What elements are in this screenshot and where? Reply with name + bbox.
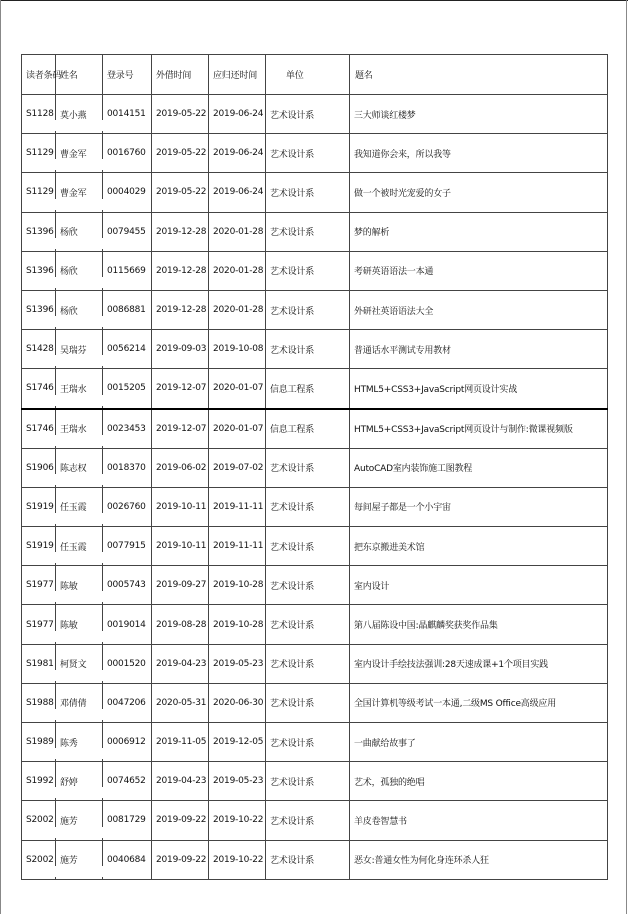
reader-code-cell: S1977 — [22, 566, 56, 605]
reader-code-cell: S1428 — [22, 330, 56, 369]
due-date-cell: 2019-11-11 — [209, 487, 266, 526]
unit-cell: 信息工程系 — [266, 409, 350, 449]
due-date-cell: 2019-12-05 — [209, 723, 266, 762]
table-row — [22, 409, 608, 449]
unit-cell: 艺术设计系 — [266, 762, 350, 801]
title-cell: 室内设计 — [350, 566, 608, 605]
name-cell: 柯贤文 — [56, 644, 103, 683]
loan-records-table — [21, 54, 608, 880]
title-cell: 我知道你会来，所以我等 — [350, 134, 608, 173]
title-cell: 梦的解析 — [350, 212, 608, 251]
name-cell: 莫小燕 — [56, 95, 103, 134]
registration-number-cell: 0115669 — [103, 251, 152, 290]
unit-cell: 艺术设计系 — [266, 527, 350, 566]
reader-code-cell: S1992 — [22, 762, 56, 801]
checkout-date-cell: 2019-10-11 — [152, 527, 209, 566]
name-cell: 王瑞水 — [56, 369, 103, 409]
registration-number-cell: 0040684 — [103, 840, 152, 879]
checkout-date-cell: 2019-05-22 — [152, 95, 209, 134]
title-cell: 做一个被时光宠爱的女子 — [350, 173, 608, 212]
unit-cell: 艺术设计系 — [266, 566, 350, 605]
registration-number-cell: 0077915 — [103, 527, 152, 566]
name-cell: 陈敏 — [56, 605, 103, 644]
table-body — [22, 95, 608, 880]
reader-code-cell: S1396 — [22, 251, 56, 290]
reader-code-cell: S1129 — [22, 134, 56, 173]
checkout-date-cell: 2019-05-22 — [152, 134, 209, 173]
checkout-date-cell: 2019-12-28 — [152, 251, 209, 290]
title-cell: 一曲献给故事了 — [350, 723, 608, 762]
unit-cell: 艺术设计系 — [266, 448, 350, 487]
registration-number-cell: 0056214 — [103, 330, 152, 369]
unit-cell: 艺术设计系 — [266, 644, 350, 683]
checkout-date-cell: 2019-09-22 — [152, 801, 209, 840]
due-date-cell: 2019-10-28 — [209, 566, 266, 605]
registration-number-cell: 0023453 — [103, 409, 152, 449]
registration-number-cell: 0001520 — [103, 644, 152, 683]
reader-code-cell: S1989 — [22, 723, 56, 762]
name-cell: 施芳 — [56, 840, 103, 879]
table-row — [22, 605, 608, 644]
unit-cell: 艺术设计系 — [266, 134, 350, 173]
unit-cell: 艺术设计系 — [266, 801, 350, 840]
name-cell: 杨欣 — [56, 251, 103, 290]
checkout-date-cell: 2020-05-31 — [152, 683, 209, 722]
title-cell: 普通话水平测试专用教材 — [350, 330, 608, 369]
name-cell: 陈敏 — [56, 566, 103, 605]
registration-number-cell: 0014151 — [103, 95, 152, 134]
reader-code-cell: S1906 — [22, 448, 56, 487]
reader-code-cell: S1977 — [22, 605, 56, 644]
due-date-cell: 2019-07-02 — [209, 448, 266, 487]
name-cell: 陈秀 — [56, 723, 103, 762]
registration-number-cell: 0074652 — [103, 762, 152, 801]
table-row — [22, 801, 608, 840]
reader-code-cell: S1919 — [22, 527, 56, 566]
unit-cell: 艺术设计系 — [266, 173, 350, 212]
title-cell: 三大师谈红楼梦 — [350, 95, 608, 134]
checkout-date-cell: 2019-12-28 — [152, 290, 209, 329]
unit-cell: 艺术设计系 — [266, 212, 350, 251]
title-cell: 每间屋子都是一个小宇宙 — [350, 487, 608, 526]
reader-code-cell: S2002 — [22, 801, 56, 840]
header-due-date: 应归还时间 — [209, 55, 266, 95]
name-cell: 舒婷 — [56, 762, 103, 801]
table-row — [22, 173, 608, 212]
unit-cell: 艺术设计系 — [266, 605, 350, 644]
due-date-cell: 2019-10-28 — [209, 605, 266, 644]
reader-code-cell: S1396 — [22, 212, 56, 251]
reader-code-cell: S1919 — [22, 487, 56, 526]
header-checkout-date: 外借时间 — [152, 55, 209, 95]
title-cell: 室内设计手绘技法强训:28天速成课+1个项目实践 — [350, 644, 608, 683]
due-date-cell: 2019-10-08 — [209, 330, 266, 369]
reader-code-cell: S1396 — [22, 290, 56, 329]
header-title: 题名 — [350, 55, 608, 95]
title-cell: 全国计算机等级考试一本通,二级MS Office高级应用 — [350, 683, 608, 722]
table-row — [22, 212, 608, 251]
reader-code-cell: S1128 — [22, 95, 56, 134]
due-date-cell: 2020-06-30 — [209, 683, 266, 722]
table-row — [22, 840, 608, 879]
checkout-date-cell: 2019-08-28 — [152, 605, 209, 644]
reader-code-cell: S1129 — [22, 173, 56, 212]
header-registration-number: 登录号 — [103, 55, 152, 95]
checkout-date-cell: 2019-09-27 — [152, 566, 209, 605]
table-row — [22, 369, 608, 409]
title-cell: 羊皮卷智慧书 — [350, 801, 608, 840]
unit-cell: 艺术设计系 — [266, 330, 350, 369]
unit-cell: 艺术设计系 — [266, 290, 350, 329]
table-row — [22, 566, 608, 605]
checkout-date-cell: 2019-06-02 — [152, 448, 209, 487]
due-date-cell: 2020-01-07 — [209, 409, 266, 449]
checkout-date-cell: 2019-12-07 — [152, 409, 209, 449]
registration-number-cell: 0004029 — [103, 173, 152, 212]
checkout-date-cell: 2019-04-23 — [152, 762, 209, 801]
name-cell: 杨欣 — [56, 212, 103, 251]
reader-code-cell: S1981 — [22, 644, 56, 683]
due-date-cell: 2019-05-23 — [209, 644, 266, 683]
reader-code-cell: S1746 — [22, 369, 56, 409]
due-date-cell: 2020-01-07 — [209, 369, 266, 409]
name-cell: 任玉霞 — [56, 527, 103, 566]
name-cell: 吴瑞芬 — [56, 330, 103, 369]
unit-cell: 艺术设计系 — [266, 683, 350, 722]
title-cell: 考研英语语法一本通 — [350, 251, 608, 290]
name-cell: 王瑞水 — [56, 409, 103, 449]
header-row — [22, 55, 608, 95]
title-cell: 第八届陈设中国:晶麒麟奖获奖作品集 — [350, 605, 608, 644]
name-cell: 杨欣 — [56, 290, 103, 329]
registration-number-cell: 0081729 — [103, 801, 152, 840]
reader-code-cell: S1988 — [22, 683, 56, 722]
registration-number-cell: 0015205 — [103, 369, 152, 409]
due-date-cell: 2019-06-24 — [209, 173, 266, 212]
header-unit: 单位 — [266, 55, 350, 95]
title-cell: HTML5+CSS3+JavaScript网页设计实战 — [350, 369, 608, 409]
checkout-date-cell: 2019-09-22 — [152, 840, 209, 879]
unit-cell: 艺术设计系 — [266, 95, 350, 134]
registration-number-cell: 0026760 — [103, 487, 152, 526]
title-cell: HTML5+CSS3+JavaScript网页设计与制作:微课视频版 — [350, 409, 608, 449]
checkout-date-cell: 2019-04-23 — [152, 644, 209, 683]
checkout-date-cell: 2019-12-28 — [152, 212, 209, 251]
checkout-date-cell: 2019-11-05 — [152, 723, 209, 762]
name-cell: 邓倩倩 — [56, 683, 103, 722]
table-row — [22, 448, 608, 487]
reader-code-cell: S2002 — [22, 840, 56, 879]
name-cell: 曹金军 — [56, 173, 103, 212]
table-row — [22, 330, 608, 369]
registration-number-cell: 0079455 — [103, 212, 152, 251]
unit-cell: 艺术设计系 — [266, 840, 350, 879]
unit-cell: 艺术设计系 — [266, 487, 350, 526]
table-row — [22, 762, 608, 801]
table-row — [22, 95, 608, 134]
title-cell: 外研社英语语法大全 — [350, 290, 608, 329]
table-row — [22, 683, 608, 722]
title-cell: 恶女:普通女性为何化身连环杀人狂 — [350, 840, 608, 879]
unit-cell: 艺术设计系 — [266, 251, 350, 290]
table-row — [22, 251, 608, 290]
table-row — [22, 134, 608, 173]
title-cell: 艺术，孤独的绝唱 — [350, 762, 608, 801]
reader-code-cell: S1746 — [22, 409, 56, 449]
due-date-cell: 2020-01-28 — [209, 212, 266, 251]
due-date-cell: 2019-10-22 — [209, 801, 266, 840]
due-date-cell: 2019-05-23 — [209, 762, 266, 801]
due-date-cell: 2020-01-28 — [209, 251, 266, 290]
unit-cell: 信息工程系 — [266, 369, 350, 409]
name-cell: 曹金军 — [56, 134, 103, 173]
table-row — [22, 527, 608, 566]
checkout-date-cell: 2019-09-03 — [152, 330, 209, 369]
header-name: 姓名 — [56, 55, 103, 95]
registration-number-cell: 0006912 — [103, 723, 152, 762]
due-date-cell: 2019-10-22 — [209, 840, 266, 879]
registration-number-cell: 0047206 — [103, 683, 152, 722]
name-cell: 任玉霞 — [56, 487, 103, 526]
table-row — [22, 487, 608, 526]
due-date-cell: 2019-06-24 — [209, 95, 266, 134]
table-row — [22, 290, 608, 329]
page-right-border — [626, 0, 627, 914]
page-left-border — [0, 0, 1, 914]
page-top-border — [0, 0, 628, 1]
title-cell: 把东京搬进美术馆 — [350, 527, 608, 566]
registration-number-cell: 0086881 — [103, 290, 152, 329]
checkout-date-cell: 2019-05-22 — [152, 173, 209, 212]
name-cell: 施芳 — [56, 801, 103, 840]
due-date-cell: 2019-11-11 — [209, 527, 266, 566]
registration-number-cell: 0019014 — [103, 605, 152, 644]
checkout-date-cell: 2019-10-11 — [152, 487, 209, 526]
registration-number-cell: 0005743 — [103, 566, 152, 605]
due-date-cell: 2020-01-28 — [209, 290, 266, 329]
name-cell: 陈志权 — [56, 448, 103, 487]
table-row — [22, 644, 608, 683]
registration-number-cell: 0016760 — [103, 134, 152, 173]
title-cell: AutoCAD室内装饰施工图教程 — [350, 448, 608, 487]
table-row — [22, 723, 608, 762]
due-date-cell: 2019-06-24 — [209, 134, 266, 173]
registration-number-cell: 0018370 — [103, 448, 152, 487]
checkout-date-cell: 2019-12-07 — [152, 369, 209, 409]
unit-cell: 艺术设计系 — [266, 723, 350, 762]
header-reader-code: 读者条码 — [22, 55, 56, 95]
